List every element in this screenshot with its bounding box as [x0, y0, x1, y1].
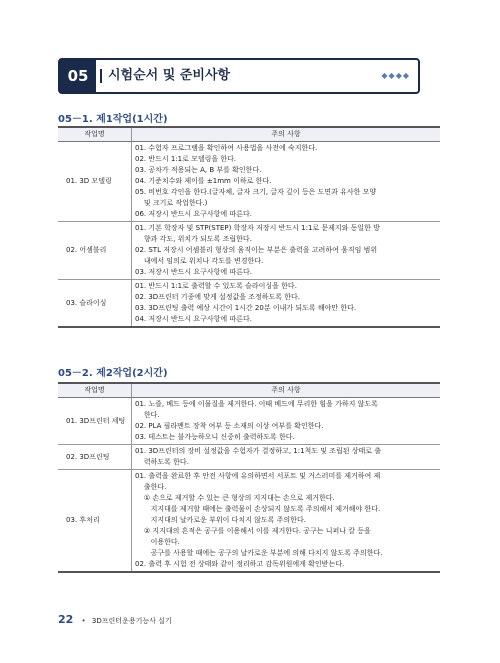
note-line: ② 지지대의 흔적은 공구를 이용해서 이를 제거한다. 공구는 니퍼나 칼 등을 — [135, 527, 371, 535]
note-line: 향과 각도, 위치가 되도록 조립한다. — [135, 235, 252, 243]
col-task-name: 작업명 — [58, 383, 132, 398]
section1-heading: 05－1. 제1작업(1시간) — [58, 114, 168, 125]
task-notes — [132, 280, 441, 328]
note-line: 이용한다. — [135, 538, 180, 546]
note-line: 02. STL 저장시 어셈블리 형상의 움직이는 부분은 출력을 고려하여 움직임 범위 — [135, 246, 378, 254]
table-row — [58, 470, 440, 573]
chapter-header — [58, 58, 420, 94]
note-line: 03. 공차가 적용되는 A, B 부를 확인한다. — [135, 166, 262, 174]
note-line: 02. PLA 필라멘트 장착 여부 등 소재의 이상 여부를 확인한다. — [135, 422, 324, 430]
task-name: 02. 3D프린팅 — [58, 445, 132, 470]
note-line: ① 손으로 제거할 수 있는 큰 형상의 지지대는 손으로 제거한다. — [135, 494, 335, 502]
book-title: 3D프린터운용기능사 실기 — [91, 617, 172, 625]
note-line: 지지대를 제거할 때에는 출력물이 손상되지 않도록 주의해서 제거해야 한다. — [135, 505, 381, 513]
note-line: 01. 출력을 완료한 후 안전 사항에 유의하면서 서포트 및 거스러미를 제거하여 제 — [135, 472, 381, 480]
note-line: 01. 반드시 1:1로 출력할 수 있도록 슬라이싱을 한다. — [135, 282, 297, 290]
note-line: 01. 3D프린터의 장비 설정값을 수험자가 결정하고, 1:1척도 및 조립된 상태로 출 — [135, 447, 382, 455]
note-line: 02. 3D프린터 기종에 맞게 설정값을 조정하도록 한다. — [135, 293, 301, 301]
task-notes — [132, 470, 441, 573]
note-line: 02. 출력 후 시험 전 상태와 같이 정리하고 감독위원에게 확인받는다. — [135, 560, 345, 568]
note-line: 04. 저장시 반드시 요구사항에 따른다. — [135, 315, 252, 323]
task-notes — [132, 398, 441, 445]
header-separator — [100, 69, 102, 83]
note-line: 내에서 임의로 위치나 각도를 변경한다. — [135, 257, 264, 265]
section2-table — [58, 382, 440, 573]
col-task-name: 작업명 — [58, 127, 132, 142]
table-row — [58, 398, 440, 445]
note-line: 력하도록 한다. — [135, 458, 189, 466]
note-line: 지지대의 날카로운 부위이 다치지 않도록 주의한다. — [135, 516, 306, 524]
note-line: 05. 비번호 각인을 한다.(글자체, 글자 크기, 글자 깊이 등은 도면과 유사한 모양 — [135, 188, 377, 196]
note-line: 03. 저장시 반드시 요구사항에 따른다. — [135, 268, 252, 276]
table-row — [58, 222, 440, 280]
note-line: 01. 기본 학장자 및 STP(STEP) 학장자 저장시 반드시 1:1로 문제지와 동일한 방 — [135, 224, 380, 232]
note-line: 03. 테스트는 불가능하오니 신중히 출력하도록 한다. — [135, 433, 295, 441]
note-line: 01. 노즐, 베드 등에 이물질을 제거한다. 이때 베드에 무리한 힘을 가하지 않도록 — [135, 400, 378, 408]
task-name: 01. 3D 모델링 — [58, 142, 132, 222]
col-notes: 주의 사항 — [132, 383, 441, 398]
col-notes: 주의 사항 — [132, 127, 441, 142]
table-row — [58, 280, 440, 328]
table-row — [58, 142, 440, 222]
note-line: 02. 반드시 1:1로 모델링을 한다. — [135, 155, 237, 163]
note-line: 및 크기로 작업한다.) — [135, 199, 208, 207]
note-line: 04. 기준치수와 제이를 ±1mm 이하로 한다. — [135, 177, 272, 185]
task-name: 03. 슬라이싱 — [58, 280, 132, 328]
note-line: 공구를 사용할 때에는 공구의 날카로운 부분에 의해 다치지 않도록 주의한다. — [135, 549, 383, 557]
note-line: 출한다. — [135, 483, 167, 491]
decorative-dots-icon: ◆◆◆◆ — [381, 71, 410, 80]
table-row — [58, 445, 440, 470]
task-name: 02. 어셈블리 — [58, 222, 132, 280]
task-notes — [132, 142, 441, 222]
page-footer — [58, 613, 172, 626]
note-line: 01. 수험자 프로그램을 확인하여 사용법을 사전에 숙지한다. — [135, 144, 318, 152]
note-line: 한다. — [135, 411, 160, 419]
footer-bullet: • — [81, 617, 86, 625]
note-line: 06. 저장시 반드시 요구사항에 따른다. — [135, 210, 252, 218]
task-notes — [132, 445, 441, 470]
page-number: 22 — [58, 613, 74, 626]
task-name: 01. 3D프린터 세팅 — [58, 398, 132, 445]
section2-heading: 05－2. 제2작업(2시간) — [58, 368, 168, 379]
note-line: 03. 3D프린팅 출력 예상 시간이 1시간 20분 이내가 되도록 해야만 한다. — [135, 304, 357, 312]
task-name: 03. 후처리 — [58, 470, 132, 573]
chapter-title: 시험순서 및 준비사항 — [108, 68, 231, 83]
task-notes — [132, 222, 441, 280]
section1-table — [58, 126, 440, 328]
chapter-number: 05 — [60, 60, 96, 92]
